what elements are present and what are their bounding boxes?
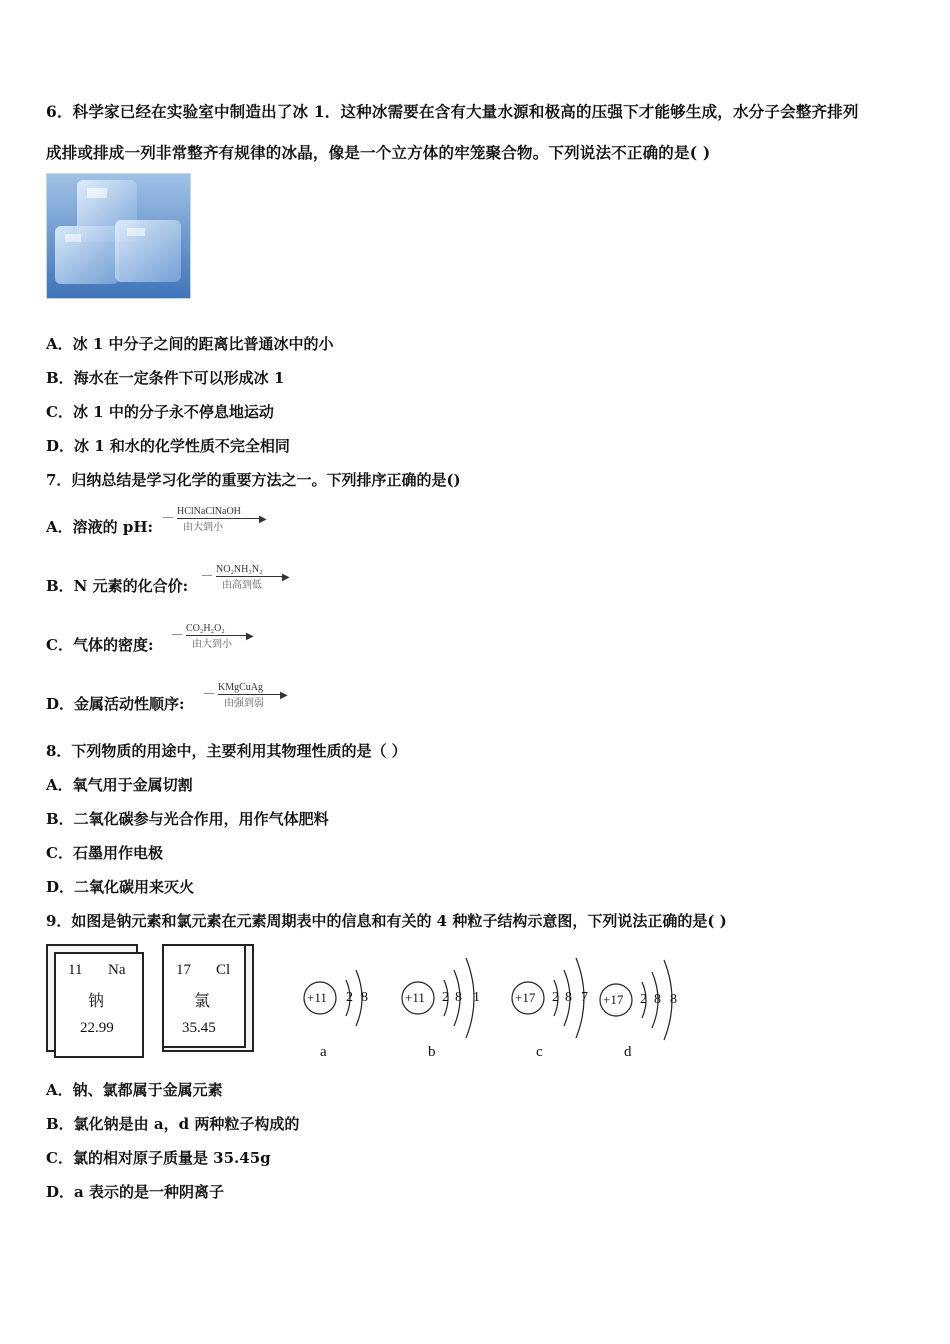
q8-option-d: D．二氧化碳用来灭火 [46,878,195,896]
particle-c-shell-3: 7 [581,990,588,1005]
particle-b [398,950,498,1062]
particle-d [596,950,696,1062]
chlorine-name: 氯 [194,991,211,1010]
q7-option-b-order: 由高到低 [222,580,262,591]
q7-option-a-label: A．溶液的 pH: [46,518,154,536]
particle-b-shell-1: 2 [442,990,449,1005]
q7-option-c-order: 由大到小 [192,639,232,650]
q6-option-a: A．冰 1 中分子之间的距离比普通冰中的小 [46,335,334,353]
q8-option-b: B．二氧化碳参与光合作用，用作气体肥料 [46,810,329,828]
q7-option-c-label: C．气体的密度: [46,636,154,654]
q9-option-c: C．氯的相对原子质量是 35.45g [46,1149,271,1167]
chlorine-atomic-number: 17 [176,962,191,978]
sodium-symbol: Na [108,962,126,978]
element-card-sodium [46,944,142,1056]
particle-b-nucleus: +11 [405,990,425,1005]
q8-option-a: A．氧气用于金属切割 [46,776,193,794]
particle-a-shell-2: 8 [361,990,368,1005]
particle-a-nucleus: +11 [307,990,327,1005]
particle-b-label: b [428,1044,436,1060]
sodium-name: 钠 [88,991,105,1010]
particle-a-shell-1: 2 [346,990,353,1005]
particle-c [508,950,608,1062]
particle-b-shell-2: 8 [455,990,462,1005]
q8-option-c: C．石墨用作电极 [46,844,163,862]
particle-d-shell-2: 8 [654,992,661,1007]
particle-d-label: d [624,1044,632,1060]
chlorine-symbol: Cl [216,962,231,978]
particle-d-shell-1: 2 [640,992,647,1007]
q7-option-a-sequence: HClNaClNaOH [177,506,241,517]
q7-option-d-label: D．金属活动性顺序: [46,695,185,713]
q6-option-d: D．冰 1 和水的化学性质不完全相同 [46,437,290,455]
particle-c-shell-1: 2 [552,990,559,1005]
q7-option-c-sequence: CO₂H₂O₂ [186,623,225,634]
q7-option-d-sequence: KMgCuAg [218,682,264,693]
q7-option-b-sequence: NO₂NH₃N₂ [216,564,263,575]
q9-option-d: D．a 表示的是一种阴离子 [46,1183,224,1201]
q7-option-a-order: 由大到小 [183,522,223,533]
particle-a [300,950,390,1062]
chlorine-mass: 35.45 [182,1020,216,1036]
ice-cube-image [46,173,191,299]
particle-c-label: c [536,1044,543,1060]
particle-d-shell-3: 8 [670,992,677,1007]
q7-option-d-order: 由强到弱 [224,698,264,709]
sodium-atomic-number: 11 [68,962,83,978]
q9-option-a: A．钠、氯都属于金属元素 [46,1081,223,1099]
q6-option-b: B．海水在一定条件下可以形成冰 1 [46,369,285,387]
q7-option-b-label: B．N 元素的化合价: [46,577,189,595]
q9-option-b: B．氯化钠是由 a，d 两种粒子构成的 [46,1115,300,1133]
particle-c-shell-2: 8 [565,990,572,1005]
q6-option-c: C．冰 1 中的分子永不停息地运动 [46,403,274,421]
q9-stem: 9．如图是钠元素和氯元素在元素周期表中的信息和有关的 4 种粒子结构示意图，下列说法正确的是( ) [46,912,727,930]
q8-stem: 8．下列物质的用途中，主要利用其物理性质的是（ ） [46,742,407,760]
particle-c-nucleus: +17 [515,990,536,1005]
particle-a-label: a [320,1044,327,1060]
q6-stem-line2: 成排或排成一列非常整齐有规律的冰晶，像是一个立方体的牢笼聚合物。下列说法不正确的是( ) [46,143,711,162]
element-card-chlorine [162,944,258,1056]
particle-d-nucleus: +17 [603,992,624,1007]
particle-b-shell-3: 1 [473,990,480,1005]
sodium-mass: 22.99 [80,1020,114,1036]
q7-stem: 7．归纳总结是学习化学的重要方法之一。下列排序正确的是() [46,471,461,489]
q6-stem-line1: 6．科学家已经在实验室中制造出了冰 1．这种冰需要在含有大量水源和极高的压强下才能够生成，水分子会整齐排列 [46,102,859,121]
